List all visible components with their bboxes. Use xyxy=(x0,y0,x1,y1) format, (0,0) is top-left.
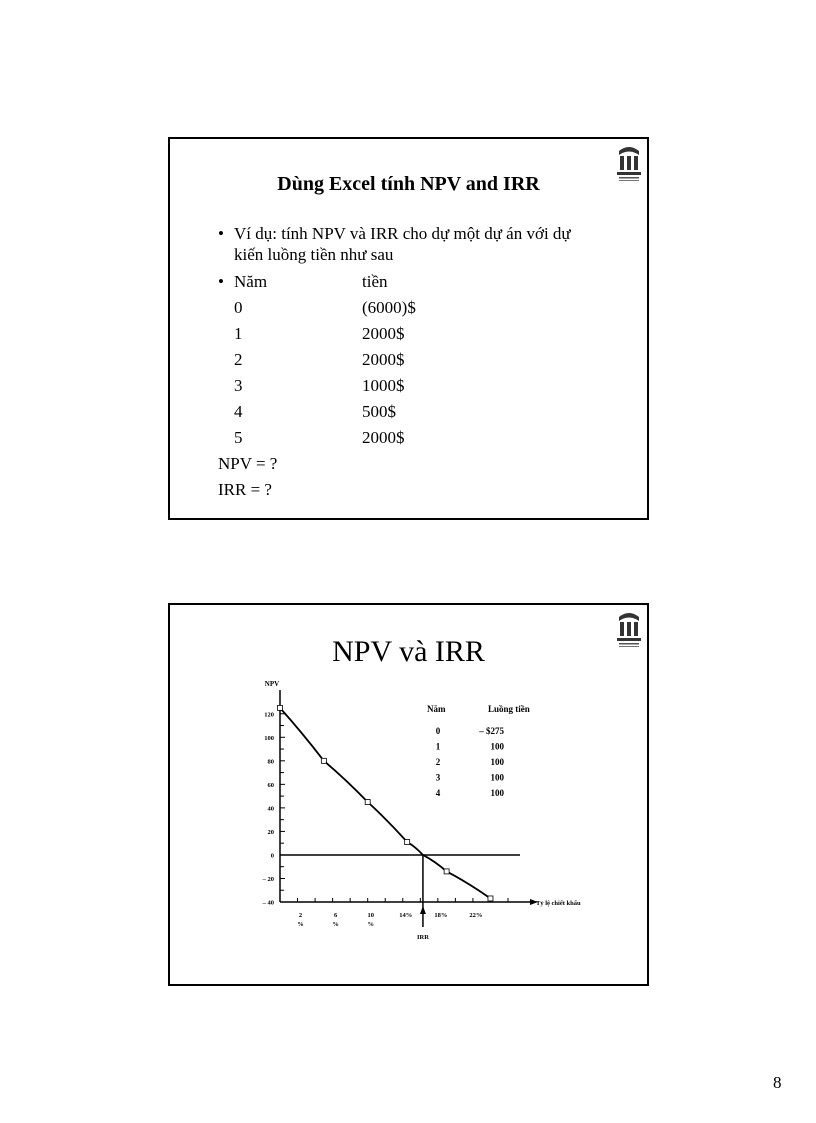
x-tick-label: % xyxy=(297,921,304,928)
x-tick-label: 14% xyxy=(399,912,413,919)
data-point xyxy=(488,896,493,901)
y-tick-label: – 20 xyxy=(262,875,274,883)
npv-curve xyxy=(280,708,490,899)
x-tick-label: 10 xyxy=(367,912,374,919)
y-tick-label: 20 xyxy=(267,828,274,836)
row-cash: 2000$ xyxy=(362,428,405,447)
npv-irr-chart xyxy=(170,605,647,984)
row-year: 4 xyxy=(234,402,243,421)
row-cash: 1000$ xyxy=(362,376,405,395)
slide-2 xyxy=(168,603,649,986)
header-cash: tiền xyxy=(362,272,388,291)
row-year: 2 xyxy=(234,350,243,369)
slide-title: Dùng Excel tính NPV and IRR xyxy=(277,173,540,195)
x-tick-label: % xyxy=(367,921,374,928)
slide-1 xyxy=(168,137,649,520)
row-cash: 2000$ xyxy=(362,350,405,369)
irr-question: IRR = ? xyxy=(218,480,272,499)
table-cash: 100 xyxy=(490,757,504,767)
y-tick-label: 80 xyxy=(267,758,274,766)
x-tick-label: 2 xyxy=(298,912,303,919)
y-tick-label: 60 xyxy=(267,781,274,789)
row-cash: 500$ xyxy=(362,402,396,421)
x-tick-label: 18% xyxy=(434,912,448,919)
table-cash: 100 xyxy=(490,741,504,752)
table-year: 1 xyxy=(435,741,441,752)
row-cash: (6000)$ xyxy=(362,298,416,317)
table-header-cash: Luồng tiền xyxy=(488,704,530,714)
data-point xyxy=(321,758,326,763)
row-year: 5 xyxy=(234,428,243,447)
table-cash: – $275 xyxy=(479,726,504,736)
table-cash: 100 xyxy=(490,772,504,783)
row-year: 3 xyxy=(234,376,243,395)
bullet-icon: • xyxy=(218,272,224,291)
row-year: 0 xyxy=(234,298,243,317)
bullet-line-2: kiến luồng tiền như sau xyxy=(234,245,394,264)
data-point xyxy=(405,840,410,845)
y-tick-label: 0 xyxy=(270,852,274,860)
row-cash: 2000$ xyxy=(362,324,405,343)
y-tick-label: 100 xyxy=(264,734,274,742)
table-year: 0 xyxy=(435,726,441,736)
table-cash: 100 xyxy=(490,788,504,798)
table-year: 4 xyxy=(435,788,441,798)
data-point xyxy=(444,869,449,874)
x-tick-label: % xyxy=(332,921,339,928)
table-header-year: Năm xyxy=(427,704,446,714)
header-year: Năm xyxy=(234,272,268,291)
data-point xyxy=(278,705,283,710)
row-year: 1 xyxy=(234,324,243,343)
irr-label: IRR xyxy=(416,934,429,941)
y-tick-label: 120 xyxy=(264,711,274,719)
x-tick-label: 22% xyxy=(469,912,483,919)
npv-question: NPV = ? xyxy=(218,454,278,473)
x-axis-label: Tỷ lệ chiết khấu xyxy=(536,900,581,907)
y-tick-label: – 40 xyxy=(262,899,274,907)
bullet-example xyxy=(218,223,571,265)
data-point xyxy=(365,800,370,805)
table-year: 3 xyxy=(435,772,441,783)
page-number: 8 xyxy=(773,1073,782,1092)
irr-arrow-icon xyxy=(420,906,426,914)
bullet-line-1: Ví dụ: tính NPV và IRR cho dự một dự án với dự xyxy=(234,224,571,243)
table-year: 2 xyxy=(435,757,441,767)
slide-title: NPV và IRR xyxy=(332,635,485,668)
x-tick-label: 6 xyxy=(333,912,338,919)
y-tick-label: 40 xyxy=(267,805,274,813)
bullet-icon: • xyxy=(218,224,224,243)
y-axis-label: NPV xyxy=(264,680,280,688)
